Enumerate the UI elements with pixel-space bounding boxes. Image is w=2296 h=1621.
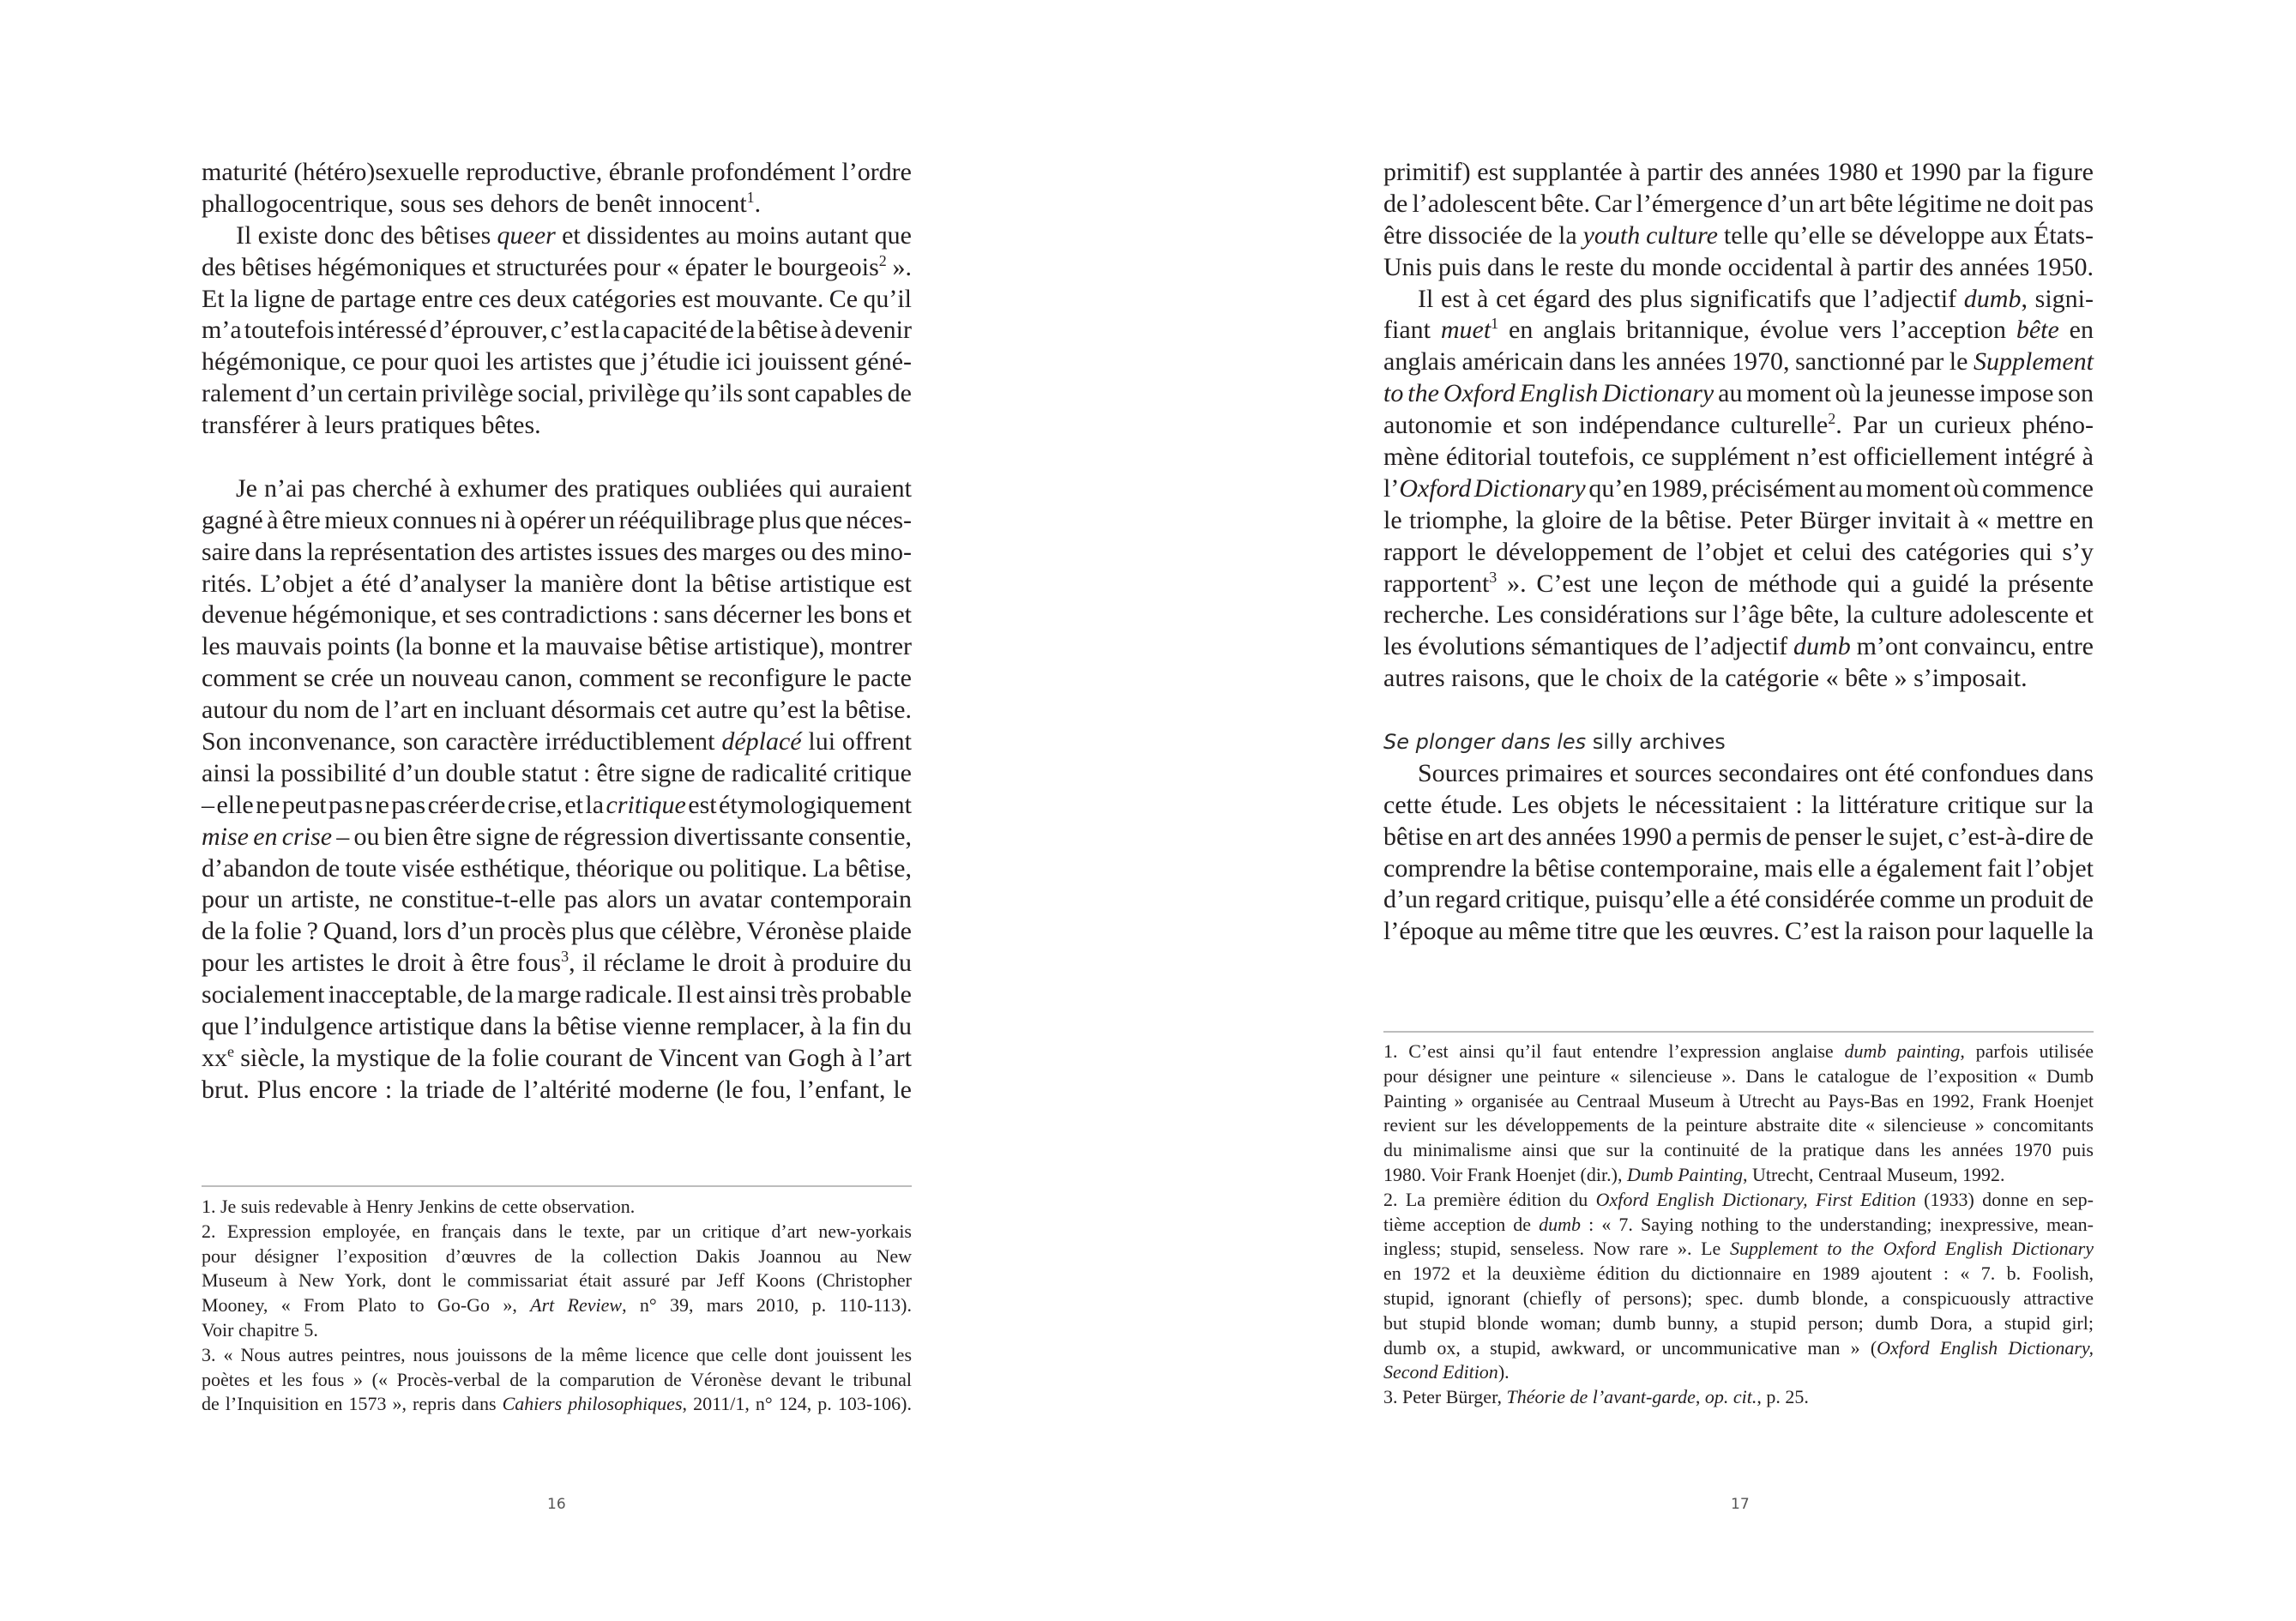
text-line — [202, 1244, 912, 1269]
text-line — [1383, 631, 2094, 663]
text-line — [202, 1043, 912, 1075]
text-run: les évolutions sémantiques de l’adjectif — [1383, 632, 1794, 661]
text-line — [202, 600, 912, 631]
text-run: 2. Expression employée, en français dans le texte, par un critique d’art new-yorkais — [202, 1220, 912, 1242]
italic-run: Supplement — [1974, 347, 2094, 377]
text-line — [202, 1392, 912, 1417]
italic-run: Dumb Painting — [1626, 1163, 1743, 1185]
text-line — [1383, 1039, 2094, 1064]
text-run: anglais américain dans les années 1970, sanctionné par le — [1383, 347, 1974, 377]
text-run: telle qu’elle se développe aux États- — [1718, 220, 2094, 250]
text-line — [202, 1011, 912, 1043]
text-line — [1383, 822, 2094, 853]
italic-run: Oxford English Dictionary, First Edition — [1595, 1188, 1916, 1210]
text-line — [202, 1368, 912, 1393]
text-run: 3. « Nous autres peintres, nous jouissons de la même licence que celle dont jouissent les — [202, 1343, 912, 1365]
text-run: pour désigner l’exposition d’œuvres de la collection Dakis Joannou au New — [202, 1244, 912, 1267]
text-run: autres raisons, que le choix de la catégorie « bête » s’imposait. — [1383, 664, 2028, 693]
text-run: rapport le développement de l’objet et celui des catégories qui s’y — [1383, 537, 2094, 566]
text-run: . Par un curieux phéno- — [1835, 411, 2094, 440]
text-run: rapportent — [1383, 569, 1490, 598]
text-run: de l’Inquisition en 1573 », repris dans — [202, 1393, 503, 1415]
text-run: de la folie ? Quand, lors d’un procès plus que célèbre, Véronèse plaide — [202, 917, 912, 946]
text-run: autonomie et son indépendance culturelle — [1383, 411, 1829, 440]
text-line — [1383, 410, 2094, 442]
text-run: , Utrecht, Centraal Museum, 1992. — [1743, 1163, 2005, 1185]
right-body-text — [1383, 157, 2094, 948]
italic-run: op. cit. — [1704, 1386, 1757, 1408]
text-run: Sources primaires et sources secondaires ont été confondues dans — [1418, 758, 2094, 787]
text-run: rités. L’objet a été d’analyser la manière dont la bêtise artistique est — [202, 569, 912, 598]
text-run: siècle, la mystique de la folie courant de Vincent van Gogh à l’art — [234, 1043, 912, 1072]
text-line — [202, 473, 912, 505]
text-line — [1383, 1089, 2094, 1114]
text-run: 1980. Voir Frank Hoenjet (dir.), — [1383, 1163, 1627, 1185]
text-line — [202, 410, 912, 442]
text-line — [1383, 473, 2094, 505]
text-run: les mauvais points (la bonne et la mauvaise bêtise artistique), montrer — [202, 632, 912, 661]
text-run: au moment où la jeunesse impose son — [1714, 379, 2094, 408]
text-run: xx — [202, 1043, 227, 1072]
text-line — [1383, 884, 2094, 916]
italic-run: Théorie de l’avant-garde — [1506, 1386, 1696, 1408]
text-line — [202, 1268, 912, 1293]
text-line — [1383, 600, 2094, 631]
text-run: . — [754, 189, 762, 218]
section-heading — [1383, 726, 2094, 758]
text-line — [1383, 1213, 2094, 1238]
text-run: pour un artiste, ne constitue-t-elle pas alors un avatar contemporain — [202, 885, 912, 914]
text-line — [1383, 853, 2094, 885]
text-line — [1383, 537, 2094, 569]
text-run: lui offrent — [801, 727, 912, 756]
text-line — [1383, 442, 2094, 473]
italic-run: Oxford English Dictionary, — [1877, 1336, 2094, 1359]
text-line — [1383, 315, 2094, 346]
text-run: poètes et les fous » (« Procès-verbal de la comparution de Véronèse devant le tribunal — [202, 1368, 912, 1390]
text-line — [202, 1220, 912, 1244]
note-reference: 2 — [1828, 410, 1836, 428]
text-run: Voir chapitre 5. — [202, 1318, 318, 1341]
italic-run: muet — [1440, 316, 1491, 345]
text-run: (1933) donne en sep- — [1915, 1188, 2094, 1210]
italic-run: critique — [606, 790, 686, 819]
text-run: , 2011/1, n° 124, p. 103-106). — [682, 1393, 912, 1415]
text-run: des bêtises hégémoniques et structurées pour « épater le bourgeois — [202, 252, 879, 281]
text-run: silly archives — [1586, 730, 1726, 755]
text-run: que l’indulgence artistique dans la bêtise vienne remplacer, à la fin du — [202, 1012, 912, 1041]
text-run: ralement d’un certain privilège social, privilège qu’ils sont capables de — [202, 379, 912, 408]
text-line — [1383, 916, 2094, 948]
text-run: fiant — [1383, 316, 1441, 345]
text-run: hégémonique, ce pour quoi les artistes que j’étudie ici jouissent géné- — [202, 347, 912, 377]
text-line — [202, 1075, 912, 1106]
text-run: recherche. Les considérations sur l’âge bête, la culture adolescente et — [1383, 600, 2094, 630]
text-run: socialement inacceptable, de la marge radicale. Il est ainsi très probable — [202, 980, 912, 1009]
text-line — [1383, 1360, 2094, 1385]
text-line — [202, 884, 912, 916]
text-run: primitif) est supplantée à partir des années 1980 et 1990 par la figure — [1383, 158, 2094, 186]
text-run: ainsi la possibilité d’un double statut : être signe de radicalité critique — [202, 758, 912, 787]
text-line — [1383, 220, 2094, 252]
text-run: but stupid blonde woman; dumb bunny, a stupid person; dumb Dora, a stupid girl; — [1383, 1311, 2094, 1334]
text-run: transférer à leurs pratiques bêtes. — [202, 411, 541, 440]
text-run: gagné à être mieux connues ni à opérer un rééquilibrage plus que néces- — [202, 505, 912, 534]
text-run: , il réclame le droit à produire du — [569, 949, 912, 978]
text-line — [1383, 157, 2094, 189]
text-line — [202, 853, 912, 885]
italic-run: Se plonger dans les — [1383, 730, 1587, 755]
italic-run: Supplement to the Oxford English Dictionary — [1729, 1238, 2094, 1260]
text-run: ). — [1498, 1361, 1510, 1383]
text-run: cette étude. Les objets le nécessitaient : la littérature critique sur la — [1383, 790, 2094, 819]
blank-line — [202, 442, 912, 473]
text-line — [1383, 378, 2094, 410]
text-line — [202, 663, 912, 695]
text-run: en 1972 et la deuxième édition du dictionnaire en 1989 ajoutent : « 7. b. Foolish, — [1383, 1262, 2094, 1285]
text-line — [202, 505, 912, 537]
text-run: saire dans la représentation des artistes issues des marges ou des mino- — [202, 537, 912, 566]
text-run: l’époque au même titre que les œuvres. C’est la raison pour laquelle la — [1383, 917, 2094, 946]
text-line — [202, 284, 912, 316]
text-line — [1383, 758, 2094, 790]
text-line — [202, 378, 912, 410]
text-line — [1383, 1064, 2094, 1089]
italic-run: dumb — [1963, 284, 2022, 313]
text-run: brut. Plus encore : la triade de l’altérité moderne (le fou, l’enfant, le — [202, 1075, 912, 1104]
text-line — [1383, 346, 2094, 378]
right-footnotes — [1383, 1039, 2094, 1410]
text-line — [202, 346, 912, 378]
text-run: Museum à New York, dont le commissariat était assuré par Jeff Koons (Christopher — [202, 1269, 912, 1292]
text-run: Et la ligne de partage entre ces deux catégories est mouvante. Ce qu’il — [202, 284, 912, 313]
italic-run: Cahiers philosophiques — [502, 1393, 683, 1415]
text-run: 2. La première édition du — [1383, 1188, 1596, 1210]
text-line — [1383, 1138, 2094, 1163]
text-run: ingless; stupid, senseless. Now rare ». Le — [1383, 1238, 1730, 1260]
text-line — [202, 252, 912, 284]
text-run: maturité (hétéro)sexuelle reproductive, ébranle profondément l’ordre — [202, 158, 912, 186]
text-line — [202, 631, 912, 663]
text-run: est étymologiquement — [685, 790, 912, 819]
italic-run: dumb painting — [1844, 1040, 1961, 1062]
italic-run: déplacé — [721, 727, 802, 756]
text-run: tième acception de — [1383, 1213, 1540, 1235]
text-line — [202, 189, 912, 220]
text-line — [1383, 663, 2094, 695]
note-reference: 1 — [746, 189, 755, 207]
text-run: ». — [886, 252, 913, 281]
text-line — [1383, 1287, 2094, 1311]
text-line — [1383, 569, 2094, 600]
italic-run: dumb — [1793, 632, 1851, 661]
text-run: stupid, ignorant (chiefly of persons); spec. dumb blonde, a conspicuously attractive — [1383, 1287, 2094, 1309]
text-run: autour du nom de l’art en incluant désormais cet autre qu’est la bêtise. — [202, 696, 912, 725]
text-run: bêtise en art des années 1990 a permis de penser le sujet, c’est-à-dire de — [1383, 822, 2094, 851]
text-line — [202, 569, 912, 600]
text-run: devenue hégémonique, et ses contradictions : sans décerner les bons et — [202, 600, 912, 630]
text-run: m’ont convaincu, entre — [1850, 632, 2094, 661]
text-run: phallogocentrique, sous ses dehors de benêt innocent — [202, 189, 747, 218]
left-body-text — [202, 157, 912, 1106]
text-run: d’abandon de toute visée esthétique, théorique ou politique. La bêtise, — [202, 853, 912, 883]
italic-run: mise en crise — [202, 822, 333, 851]
text-run: , signi- — [2021, 284, 2094, 313]
text-run: : « 7. Saying nothing to the understanding; inexpressive, mean- — [1581, 1213, 2094, 1235]
text-run: 1. Je suis redevable à Henry Jenkins de cette observation. — [202, 1196, 636, 1217]
text-line — [1383, 505, 2094, 537]
text-line — [1383, 284, 2094, 316]
text-line — [202, 979, 912, 1011]
footnote-divider — [202, 1185, 912, 1187]
text-line — [1383, 1163, 2094, 1188]
text-line — [1383, 1311, 2094, 1336]
text-run: le triomphe, la gloire de la bêtise. Peter Bürger invitait à « mettre en — [1383, 505, 2094, 534]
text-run: Mooney, « From Plato to Go-Go », — [202, 1294, 531, 1317]
text-line — [202, 822, 912, 853]
text-line — [202, 1293, 912, 1318]
page-number: 17 — [1731, 1496, 1750, 1513]
text-line — [1383, 1188, 2094, 1213]
text-run: pour les artistes le droit à être fous — [202, 949, 562, 978]
text-run: d’un regard critique, puisqu’elle a été considérée comme un produit de — [1383, 885, 2094, 914]
text-line — [202, 758, 912, 790]
italic-run: dumb — [1539, 1213, 1582, 1235]
text-line — [202, 916, 912, 948]
text-run: m’a toutefois intéressé d’éprouver, c’est la capacité de la bêtise à devenir — [202, 316, 912, 345]
text-run: , p. 25. — [1757, 1386, 1809, 1408]
text-line — [1383, 1113, 2094, 1138]
text-line — [202, 695, 912, 726]
text-run: Son inconvenance, son caractère irréductiblement — [202, 727, 722, 756]
text-line — [1383, 1262, 2094, 1287]
text-run: dumb ox, a stupid, awkward, or uncommunicative man » ( — [1383, 1336, 1877, 1359]
note-reference: 2 — [878, 251, 887, 269]
note-reference: 3 — [1489, 568, 1498, 586]
text-line — [1383, 252, 2094, 284]
text-run: ». C’est une leçon de méthode qui a guidé la présente — [1497, 569, 2094, 598]
text-line — [202, 790, 912, 822]
text-line — [1383, 189, 2094, 220]
text-line — [1383, 1237, 2094, 1262]
text-run: Il est à cet égard des plus significatifs que l’adjectif — [1418, 284, 1964, 313]
text-run: Je n’ai pas cherché à exhumer des pratiques oubliées qui auraient — [236, 473, 912, 503]
text-run: 1. C’est ainsi qu’il faut entendre l’expression anglaise — [1383, 1040, 1845, 1062]
italic-run: Oxford Dictionary — [1399, 473, 1586, 503]
italic-run: queer — [497, 220, 556, 250]
italic-run: Art Review — [530, 1294, 623, 1317]
italic-run: to the Oxford English Dictionary — [1383, 379, 1714, 408]
text-line — [202, 157, 912, 189]
page-number: 16 — [547, 1496, 566, 1513]
text-line — [1383, 1336, 2094, 1361]
text-run: – ou bien être signe de régression divertissante consentie, — [332, 822, 912, 851]
text-line — [1383, 1385, 2094, 1410]
text-run: revient sur les développements de la peinture abstraite dite « silencieuse » concomitants — [1383, 1114, 2094, 1136]
italic-run: bête — [2016, 316, 2059, 345]
italic-run: Second Edition — [1383, 1361, 1498, 1383]
text-run: Painting » organisée au Centraal Museum à Utrecht au Pays-Bas en 1992, Frank Hoenjet — [1383, 1089, 2094, 1112]
text-run: – elle ne peut pas ne pas créer de crise, et la — [202, 790, 606, 819]
text-line — [202, 220, 912, 252]
text-line — [202, 537, 912, 569]
text-run: , parfois utilisée — [1960, 1040, 2094, 1062]
blank-line — [1383, 695, 2094, 726]
text-run: 3. Peter Bürger, — [1383, 1386, 1507, 1408]
text-run: l’ — [1383, 473, 1400, 503]
text-run: , — [1695, 1386, 1705, 1408]
text-line — [202, 726, 912, 758]
text-run: Il existe donc des bêtises — [236, 220, 497, 250]
text-run: comment se crée un nouveau canon, comment se reconfigure le pacte — [202, 664, 912, 693]
note-reference: e — [227, 1043, 234, 1061]
left-footnotes — [202, 1195, 912, 1417]
footnote-divider — [1383, 1031, 2094, 1033]
text-run: de l’adolescent bête. Car l’émergence d’un art bête légitime ne doit pas — [1383, 189, 2094, 218]
note-reference: 1 — [1491, 315, 1499, 333]
text-run: en anglais britannique, évolue vers l’acception — [1498, 316, 2016, 345]
text-run: et dissidentes au moins autant que — [555, 220, 912, 250]
text-line — [202, 315, 912, 346]
text-line — [1383, 790, 2094, 822]
text-line — [202, 948, 912, 979]
text-run: du minimalisme ainsi que sur la continuité de la pratique dans les années 1970 puis — [1383, 1139, 2094, 1161]
italic-run: youth culture — [1582, 220, 1718, 250]
note-reference: 3 — [561, 948, 569, 966]
text-line — [202, 1318, 912, 1343]
text-run: Unis puis dans le reste du monde occidental à partir des années 1950. — [1383, 252, 2094, 281]
text-run: , n° 39, mars 2010, p. 110-113). — [622, 1294, 912, 1317]
text-run: qu’en 1989, précisément au moment où commence — [1585, 473, 2094, 503]
text-run: pour désigner une peinture « silencieuse ». Dans le catalogue de l’exposition « Dumb — [1383, 1064, 2094, 1087]
text-run: mène éditorial toutefois, ce supplément n’est officiellement intégré à — [1383, 443, 2094, 472]
text-line — [202, 1195, 912, 1220]
text-line — [202, 1343, 912, 1368]
text-run: en — [2058, 316, 2094, 345]
text-run: comprendre la bêtise contemporaine, mais elle a également fait l’objet — [1383, 853, 2094, 883]
text-run: être dissociée de la — [1383, 220, 1583, 250]
